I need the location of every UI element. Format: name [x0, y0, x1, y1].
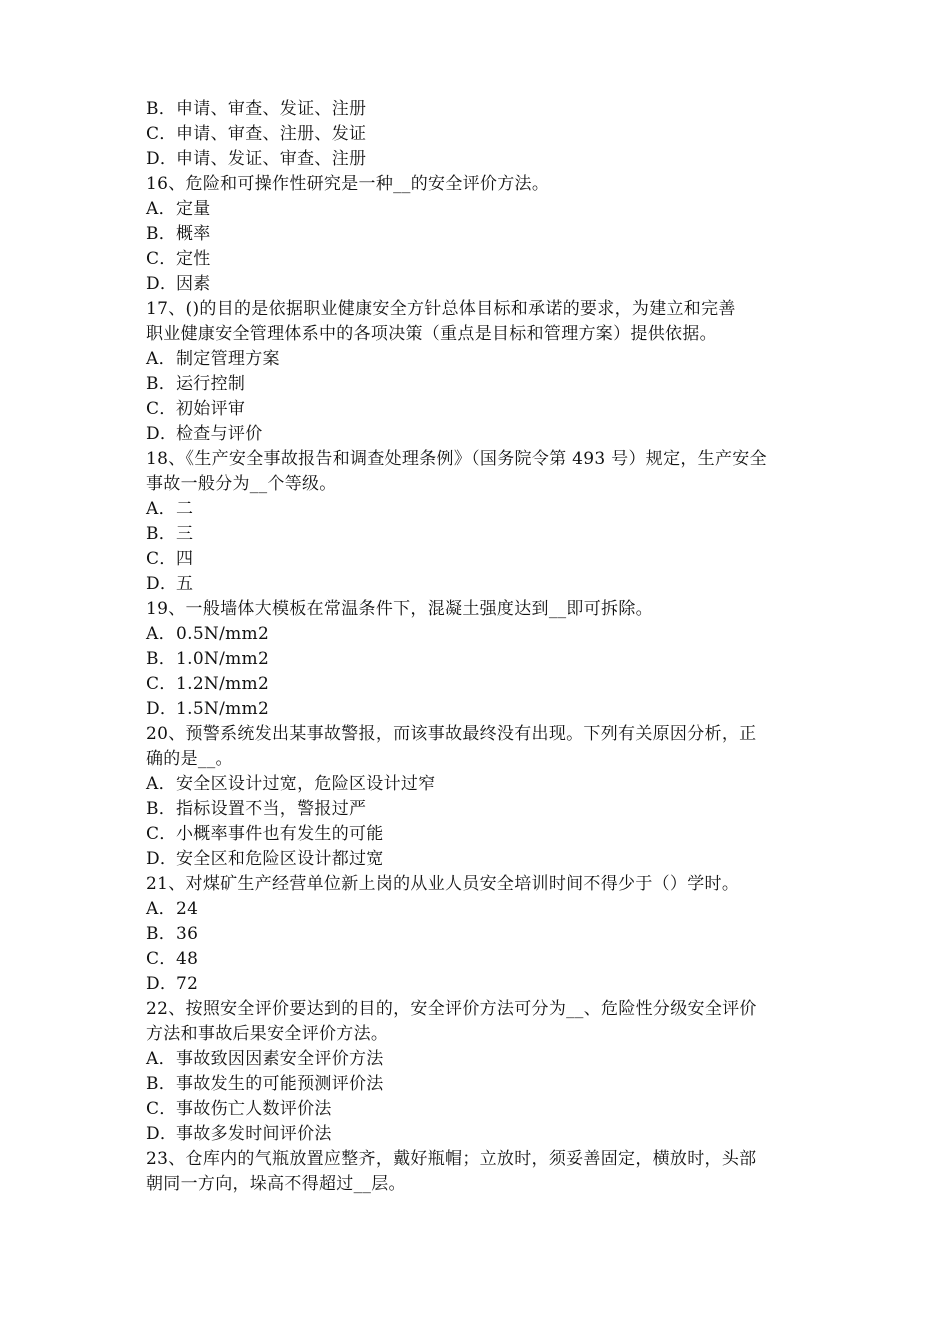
option-d [146, 422, 818, 447]
option-letter: D． [146, 149, 178, 169]
option-text: 安全区和危险区设计都过宽 [176, 849, 384, 869]
option-letter: D． [146, 699, 178, 719]
option-letter: B． [146, 649, 177, 669]
option-b [146, 647, 818, 672]
question-text-continued: 职业健康安全管理体系中的各项决策（重点是目标和管理方案）提供依据。 [146, 324, 717, 344]
question-22 [146, 997, 818, 1147]
option-a [146, 1047, 818, 1072]
option-text: 36 [176, 924, 199, 944]
option-b [146, 922, 818, 947]
option-text: 事故多发时间评价法 [176, 1124, 332, 1144]
question-16 [146, 172, 818, 297]
option-text: 事故伤亡人数评价法 [176, 1099, 332, 1119]
option-letter: A． [146, 1049, 176, 1069]
option-letter: A． [146, 499, 176, 519]
option-letter: B． [146, 224, 177, 244]
question-text: 19、一般墙体大模板在常温条件下，混凝土强度达到__即可拆除。 [146, 599, 653, 619]
option-letter: B． [146, 799, 177, 819]
option-letter: A． [146, 199, 176, 219]
option-b [146, 1072, 818, 1097]
question-text: 21、对煤矿生产经营单位新上岗的从业人员安全培训时间不得少于（）学时。 [146, 874, 740, 894]
option-text: 运行控制 [176, 374, 246, 394]
option-text: 五 [176, 574, 194, 594]
option-c [146, 1097, 818, 1122]
option-text: 48 [176, 949, 199, 969]
option-b [146, 522, 818, 547]
option-d [146, 1122, 818, 1147]
option-letter: C． [146, 399, 177, 419]
option-letter: D． [146, 574, 178, 594]
option-letter: B． [146, 99, 177, 119]
question-text-continued: 方法和事故后果安全评价方法。 [146, 1024, 389, 1044]
option-text: 指标设置不当，警报过严 [176, 799, 367, 819]
option-d [146, 847, 818, 872]
option-text: 0.5N/mm2 [176, 624, 270, 644]
option-a [146, 347, 818, 372]
question-19 [146, 597, 818, 722]
option-c [146, 547, 818, 572]
question-17 [146, 297, 818, 447]
question-text-continued: 确的是__。 [146, 749, 233, 769]
question-18 [146, 447, 818, 597]
option-c [146, 822, 818, 847]
option-letter: B． [146, 1074, 177, 1094]
option-text: 72 [176, 974, 199, 994]
option-c [146, 122, 818, 147]
option-b [146, 372, 818, 397]
option-d [146, 272, 818, 297]
option-letter: D． [146, 849, 178, 869]
question-text: 20、预警系统发出某事故警报，而该事故最终没有出现。下列有关原因分析，正 [146, 724, 757, 744]
option-text: 1.0N/mm2 [176, 649, 270, 669]
option-text: 概率 [176, 224, 211, 244]
question-text-continued: 朝同一方向，垛高不得超过__层。 [146, 1174, 406, 1194]
option-letter: A． [146, 349, 176, 369]
question-20 [146, 722, 818, 872]
question-text: 18、《生产安全事故报告和调查处理条例》（国务院令第 493 号）规定，生产安全 [146, 449, 767, 469]
question-23 [146, 1147, 818, 1197]
option-letter: A． [146, 774, 176, 794]
option-text: 申请、发证、审查、注册 [176, 149, 367, 169]
option-text: 四 [176, 549, 194, 569]
option-letter: B． [146, 374, 177, 394]
option-d [146, 697, 818, 722]
option-text: 事故致因因素安全评价方法 [176, 1049, 384, 1069]
option-text: 小概率事件也有发生的可能 [176, 824, 384, 844]
option-text: 因素 [176, 274, 211, 294]
option-letter: B． [146, 924, 177, 944]
option-text: 定性 [176, 249, 211, 269]
option-c [146, 947, 818, 972]
option-text: 24 [176, 899, 199, 919]
option-letter: C． [146, 949, 177, 969]
option-text: 申请、审查、发证、注册 [176, 99, 367, 119]
option-a [146, 772, 818, 797]
question-text: 22、按照安全评价要达到的目的，安全评价方法可分为__、危险性分级安全评价 [146, 999, 757, 1019]
option-a [146, 497, 818, 522]
option-letter: D． [146, 424, 178, 444]
document-page [146, 97, 818, 1197]
question-21 [146, 872, 818, 997]
question-text: 16、危险和可操作性研究是一种__的安全评价方法。 [146, 174, 550, 194]
option-a [146, 197, 818, 222]
option-letter: C． [146, 824, 177, 844]
option-text: 定量 [176, 199, 211, 219]
option-text: 安全区设计过宽，危险区设计过窄 [176, 774, 436, 794]
option-text: 初始评审 [176, 399, 246, 419]
question-text: 17、()的目的是依据职业健康安全方针总体目标和承诺的要求，为建立和完善 [146, 299, 736, 319]
option-letter: D． [146, 974, 178, 994]
question-text: 23、仓库内的气瓶放置应整齐，戴好瓶帽；立放时，须妥善固定，横放时，头部 [146, 1149, 757, 1169]
option-a [146, 622, 818, 647]
option-letter: A． [146, 624, 176, 644]
option-text: 1.2N/mm2 [176, 674, 270, 694]
option-c [146, 247, 818, 272]
option-letter: C． [146, 549, 177, 569]
option-text: 申请、审查、注册、发证 [176, 124, 367, 144]
option-text: 1.5N/mm2 [176, 699, 270, 719]
option-letter: C． [146, 674, 177, 694]
option-a [146, 897, 818, 922]
option-c [146, 397, 818, 422]
option-text: 检查与评价 [176, 424, 263, 444]
option-letter: C． [146, 1099, 177, 1119]
option-d [146, 572, 818, 597]
option-d [146, 972, 818, 997]
option-letter: D． [146, 274, 178, 294]
option-text: 事故发生的可能预测评价法 [176, 1074, 384, 1094]
option-b [146, 97, 818, 122]
option-d [146, 147, 818, 172]
option-text: 二 [176, 499, 194, 519]
option-b [146, 797, 818, 822]
option-letter: B． [146, 524, 177, 544]
option-c [146, 672, 818, 697]
option-text: 制定管理方案 [176, 349, 280, 369]
option-letter: C． [146, 124, 177, 144]
option-letter: C． [146, 249, 177, 269]
option-b [146, 222, 818, 247]
leading-options [146, 97, 818, 172]
option-text: 三 [176, 524, 194, 544]
option-letter: D． [146, 1124, 178, 1144]
option-letter: A． [146, 899, 176, 919]
question-text-continued: 事故一般分为__个等级。 [146, 474, 337, 494]
